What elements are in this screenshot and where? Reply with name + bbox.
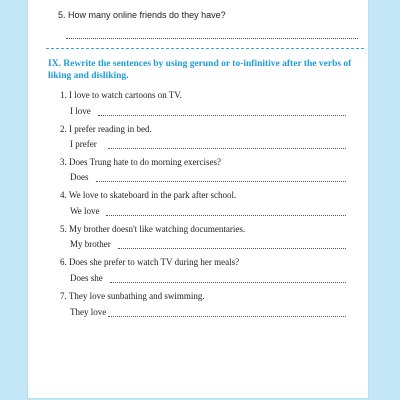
question-6: 6. Does she prefer to watch TV during her meals?	[60, 257, 240, 267]
answer-starter-3: Does	[70, 172, 89, 182]
question-5: 5. My brother doesn't like watching documentaries.	[60, 224, 246, 234]
answer-starter-6: Does she	[70, 273, 103, 283]
section-title: IX. Rewrite the sentences by using gerund or to-infinitive after the verbs of liking and disliking.	[48, 59, 352, 81]
answer-line-6[interactable]	[110, 274, 346, 283]
answer-line-5[interactable]	[118, 240, 346, 249]
answer-starter-7: They love	[70, 307, 107, 317]
question-7: 7. They love sunbathing and swimming.	[60, 291, 205, 301]
answer-starter-1: I love	[70, 106, 91, 116]
answer-line-4[interactable]	[106, 207, 346, 216]
section-divider	[46, 48, 364, 49]
answer-starter-2: I prefer	[70, 139, 97, 149]
question-2: 2. I prefer reading in bed.	[60, 124, 152, 134]
answer-line-3[interactable]	[96, 173, 346, 182]
question-1: 1. I love to watch cartoons on TV.	[60, 90, 182, 100]
answer-line-7[interactable]	[108, 308, 346, 317]
answer-line-1[interactable]	[98, 107, 346, 116]
answer-starter-4: We love	[70, 206, 100, 216]
worksheet-page	[28, 0, 368, 398]
previous-question: 5. How many online friends do they have?	[58, 10, 226, 20]
answer-line-2[interactable]	[108, 140, 346, 149]
question-4: 4. We love to skateboard in the park after school.	[60, 190, 237, 200]
previous-answer-line[interactable]	[66, 28, 358, 39]
question-3: 3. Does Trung hate to do morning exercises?	[60, 157, 221, 167]
answer-starter-5: My brother	[70, 239, 111, 249]
